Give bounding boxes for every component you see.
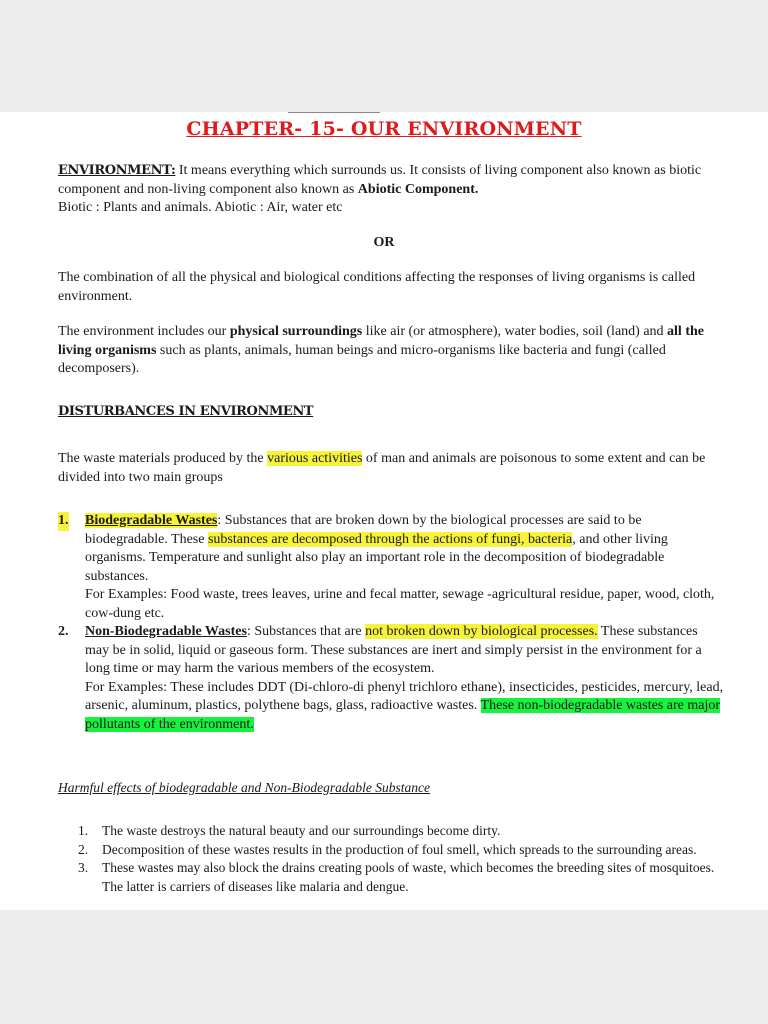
highlight-major-pollutants: These non-biodegradable wastes are major pollutants of the environment. xyxy=(85,698,721,732)
highlight-decomposed: substances are decomposed through the actions of fungi, bacteria xyxy=(207,531,573,547)
highlight-various-activities: various activities xyxy=(267,451,363,466)
waste-types-list xyxy=(58,512,724,734)
environment-lead: ENVIRONMENT: xyxy=(58,163,176,178)
list-number: 2. xyxy=(58,624,69,639)
list-number: 1. xyxy=(58,512,69,531)
harmful-effects-heading: Harmful effects of biodegradable and Non-Biodegradable Substance xyxy=(58,780,430,795)
list-item-non-biodegradable: 2. Non-Biodegradable Wastes: Substances that are not broken down by biological processes. These substances may be in solid, liquid or gaseous form. These substances are inert and simply persist in the environment for a long time or may harm the various members of the ecosystem. For Examples: These includes DDT (Di-chloro-di phenyl trichloro ethane), insecticides, pesticides, mercury, lead, arsenic, aluminum, plastics, polythene bags, glass, radioactive wastes. These non-biodegradable wastes are major pollutants of the environment. xyxy=(58,624,724,732)
chapter-title: CHAPTER- 15- OUR ENVIRONMENT xyxy=(186,118,582,140)
list-item: 3. These wastes may also block the drains creating pools of waste, which becomes the breeding sites of mosquitoes. The latter is carriers of diseases like malaria and dengue. xyxy=(78,860,715,894)
environment-includes-paragraph: The environment includes our physical surroundings like air (or atmosphere), water bodies, soil (land) and all the living organisms such as plants, animals, human beings and micro-organisms like bacteria and fungi (called decomposers). xyxy=(58,324,704,376)
biotic-abiotic-line: Biotic : Plants and animals. Abiotic : Air, water etc xyxy=(58,200,343,215)
non-biodegradable-heading: Non-Biodegradable Wastes xyxy=(85,624,247,639)
list-item: 1. The waste destroys the natural beauty and our surroundings become dirty. xyxy=(78,823,501,838)
environment-definition: ENVIRONMENT: It means everything which surrounds us. It consists of living component also known as biotic component and non-living component also known as Abiotic Component. Biotic : Plants and animals. Abiotic : Air, water etc xyxy=(58,163,702,215)
disturbances-heading: DISTURBANCES IN ENVIRONMENT xyxy=(58,404,314,419)
list-item-biodegradable: 1. Biodegradable Wastes: Substances that are broken down by the biological processes are said to be biodegradable. These substances are decomposed through the actions of fungi, bacteria, and other living organisms. Temperature and sunlight also play an important role in the decomposition of biodegradable substances. For Examples: Food waste, trees leaves, urine and fecal matter, sewage -agricultural residue, paper, wood, cloth, cow-dung etc. xyxy=(58,513,715,621)
top-rule xyxy=(288,112,380,113)
highlight-not-broken-down: not broken down by biological processes. xyxy=(365,624,598,639)
harmful-effects-list xyxy=(78,822,728,896)
waste-materials-paragraph: The waste materials produced by the various activities of man and animals are poisonous to some extent and can be divided into two main groups xyxy=(58,451,706,485)
non-biodegradable-examples: For Examples: These includes DDT (Di-chloro-di phenyl trichloro ethane), insecticides, pesticides, mercury, lead, arsenic, aluminum, plastics, polythene bags, glass, radioactive wastes. xyxy=(85,679,724,713)
document-page xyxy=(0,112,768,910)
environment-combination-paragraph: The combination of all the physical and biological conditions affecting the responses of living organisms is called environment. xyxy=(58,270,696,304)
or-separator: OR xyxy=(373,235,395,250)
biodegradable-examples: For Examples: Food waste, trees leaves, urine and fecal matter, sewage -agricultural residue, paper, wood, cloth, cow-dung etc. xyxy=(85,587,715,621)
biodegradable-heading: Biodegradable Wastes xyxy=(85,513,218,528)
list-item: 2. Decomposition of these wastes results in the production of foul smell, which spreads to the surrounding areas. xyxy=(78,841,697,857)
